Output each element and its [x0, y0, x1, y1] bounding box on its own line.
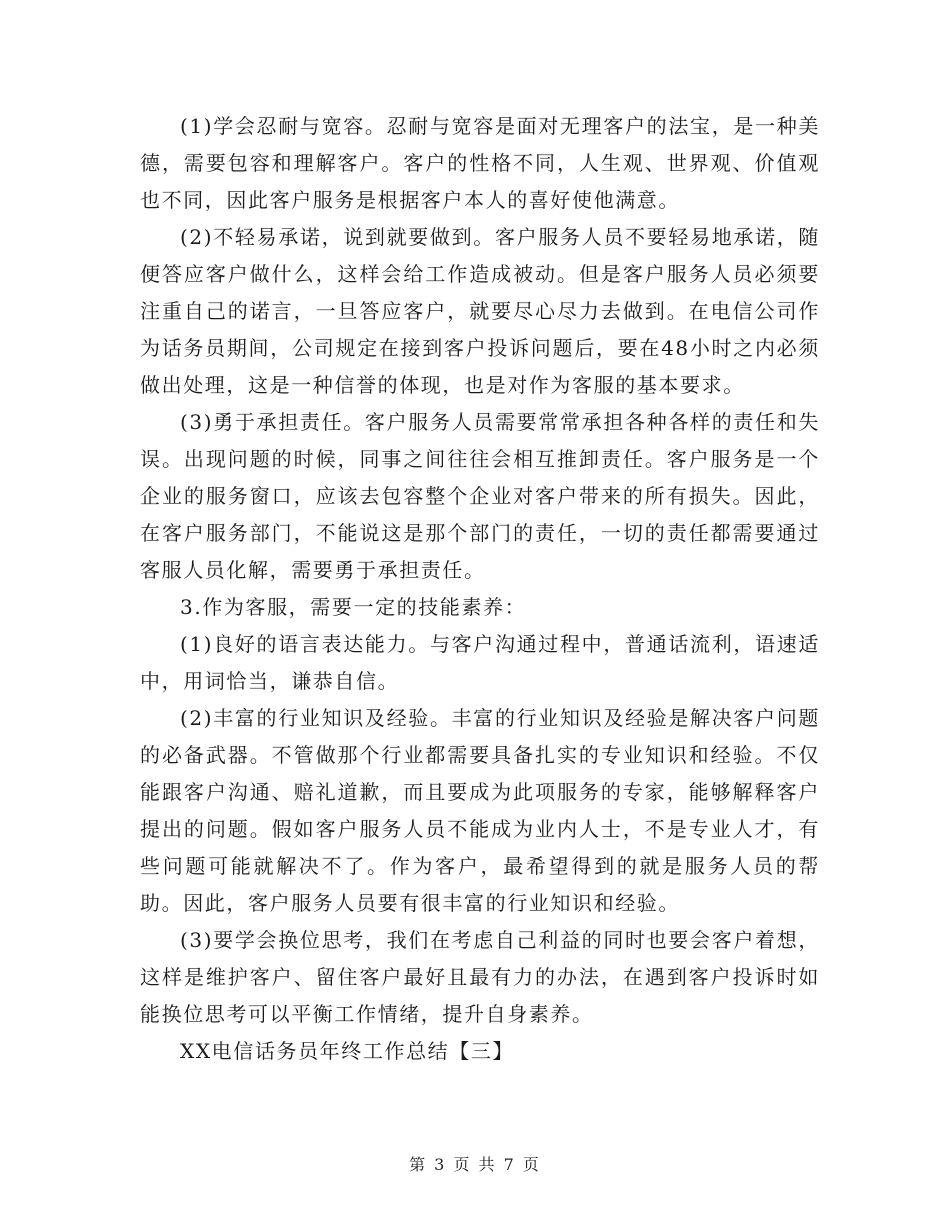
paragraph-promise: (2)不轻易承诺，说到就要做到。客户服务人员不要轻易地承诺，随便答应客户做什么，这样会给工作造成被动。但是客户服务人员必须要注重自己的诺言，一旦答应客户，就要尽心尽力去做到。在电信公司作为话务员期间，公司规定在接到客户投诉问题后，要在48小时之内必须做出处理，这是一种信誉的体现，也是对作为客服的基本要求。 — [140, 225, 820, 397]
paragraph-language: (1)良好的语言表达能力。与客户沟通过程中，普通话流利，语速适中，用词恰当，谦恭自信。 — [140, 632, 820, 693]
paragraph-empathy: (3)要学会换位思考，我们在考虑自己利益的同时也要会客户着想，这样是维护客户、留住客户最好且最有力的办法，在遇到客户投诉时如能换位思考可以平衡工作情绪，提升自身素养。 — [140, 928, 820, 1026]
section-heading-skills: 3.作为客服，需要一定的技能素养： — [180, 595, 527, 619]
page-number-footer: 第 3 页 共 7 页 — [409, 1155, 541, 1174]
paragraph-patience: (1)学会忍耐与宽容。忍耐与宽容是面对无理客户的法宝，是一种美德，需要包容和理解客户。客户的性格不同，人生观、世界观、价值观也不同，因此客户服务是根据客户本人的喜好使他满意。 — [140, 114, 820, 212]
section-heading-summary-three: XX电信话务员年终工作总结【三】 — [180, 1039, 515, 1063]
paragraph-knowledge: (2)丰富的行业知识及经验。丰富的行业知识及经验是解决客户问题的必备武器。不管做那个行业都需要具备扎实的专业知识和经验。不仅能跟客户沟通、赔礼道歉，而且要成为此项服务的专家，能够解释客户提出的问题。假如客户服务人员不能成为业内人士，不是专业人才，有些问题可能就解决不了。作为客户，最希望得到的就是服务人员的帮助。因此，客户服务人员要有很丰富的行业知识和经验。 — [140, 706, 820, 915]
paragraph-responsibility: (3)勇于承担责任。客户服务人员需要常常承担各种各样的责任和失误。出现问题的时候，同事之间往往会相互推卸责任。客户服务是一个企业的服务窗口，应该去包容整个企业对客户带来的所有损失。因此，在客户服务部门，不能说这是那个部门的责任，一切的责任都需要通过客服人员化解，需要勇于承担责任。 — [140, 410, 820, 582]
document-body — [140, 108, 820, 1070]
